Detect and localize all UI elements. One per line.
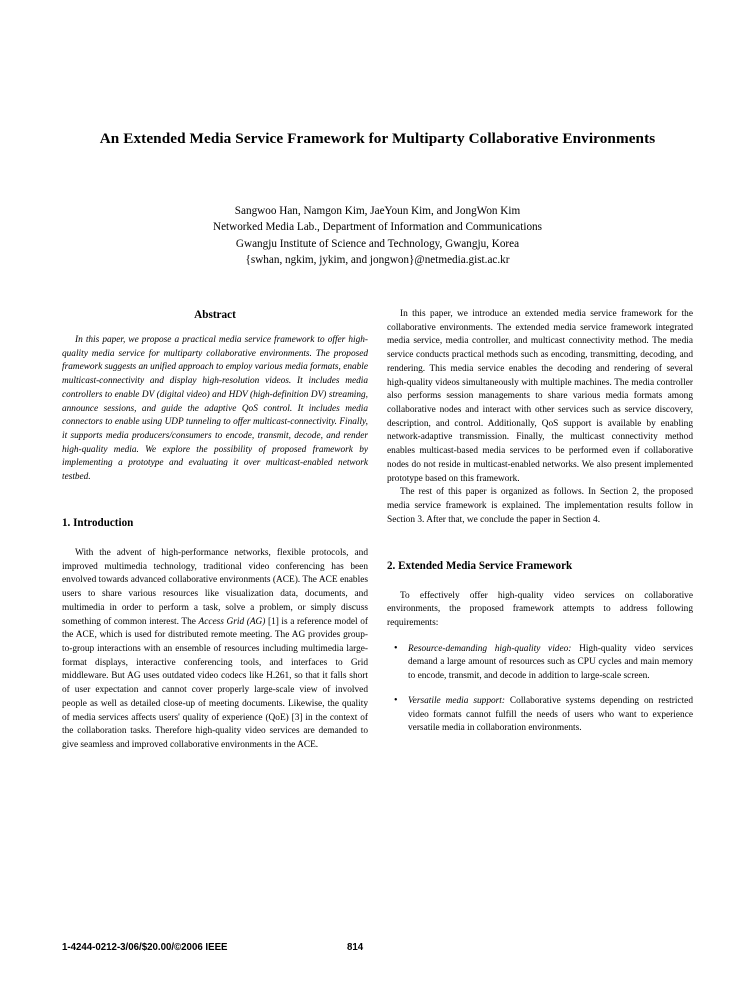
requirement-text: High-quality video services demand a large amount of resources such as CPU cycles and main memory to encode, transmit, and decode in addition to large-scale screen. (408, 643, 693, 682)
abstract-body: In this paper, we propose a practical media service framework to offer high-quality media service for multiparty collaborative environments. The proposed framework suggests an unified approach to employ various media formats, enable multicast-connectivity and display high-resolution videos. It includes media controllers to enable DV (digital video) and HDV (high-definition DV) streaming, announce sessions, and guide the adaptive QoS control. It includes media connectors to enable using UDP tunneling to offer multicast-connectivity. Finally, it supports media producers/consumers to encode, transmit, decode, and render high-quality media. We explore the possibility of proposed framework by implementing a prototype and evaluating it over multicast-enabled network testbed. (62, 335, 368, 483)
spacer (62, 485, 368, 516)
author-affiliation-line-1: Networked Media Lab., Department of Information and Communications (212, 221, 542, 234)
requirement-text: Collaborative systems depending on restricted video formats cannot fulfill the needs of users who want to experience versatile media in collaboration environments. (408, 695, 694, 734)
column-left (62, 308, 368, 753)
title-block (62, 128, 693, 149)
section-heading-framework: 2. Extended Media Service Framework (387, 559, 573, 572)
spacer (62, 530, 368, 547)
author-block (62, 203, 693, 268)
intro-para1-italic-term: Access Grid (AG) (198, 616, 266, 627)
intro-para1-text-a: With the advent of high-performance networks, flexible protocols, and improved multimedia technology, traditional video conferencing has been envolved towards advanced collaborative environments (ACE). The ACE enables users to share various resources like visualization data, documents, and multimedia in order to perform a task, solve a problem, or simply discuss something of common interest. The (62, 547, 368, 627)
spacer (387, 528, 693, 559)
footer-page-number: 814 (347, 942, 364, 953)
requirements-list (387, 643, 693, 736)
section-heading-introduction: 1. Introduction (62, 516, 134, 529)
framework-intro-paragraph: To effectively offer high-quality video services on collaborative environments, the proposed framework attempts to address following requirements: (387, 590, 693, 628)
abstract-heading: Abstract (194, 309, 236, 321)
author-names: Sangwoo Han, Namgon Kim, JaeYoun Kim, and JongWon Kim (234, 205, 521, 217)
introduction-paragraph-3: The rest of this paper is organized as follows. In Section 2, the proposed media service framework is explained. The implementation results follow in Section 3. After that, we conclude the paper in Section 4. (387, 487, 693, 525)
list-item (387, 695, 693, 736)
author-affiliation-line-2: Gwangju Institute of Science and Technology, Gwangju, Korea (235, 237, 520, 250)
author-email: {swhan, ngkim, jykim, and jongwon}@netmedia.gist.ac.kr (245, 253, 510, 266)
introduction-paragraph-2: In this paper, we introduce an extended media service framework for the collaborative environments. The extended media service framework integrated media service, media controller, and multicast connectivity method. The media service conducts practical methods such as encoding, transmitting, decoding, and rendering. This media service enables the decoding and rendering of several high-quality videos simultaneously with multiple machines. The media controller also performs session managements to share various media formats among collaborative nodes and interact with other services such as service discovery, description, and control. Additionally, QoS support is available by enabling network-adaptive transmission. Finally, the multicast connectivity method enables multicast-based media services to be performed even if collaborative nodes do not reside in multicast-enabled networks. We also present implemented prototype based on this framework. (387, 309, 693, 484)
list-item (387, 643, 693, 684)
requirement-lead-in: Versatile media support: (408, 695, 506, 706)
spacer (387, 573, 693, 590)
footer-copyright: 1-4244-0212-3/06/$20.00/©2006 IEEE (62, 942, 228, 953)
intro-para1-text-b: [1] is a reference model of the ACE, which is used for distributed remote meeting. The AG provides group-to-group interactions with an ensemble of resources including multimedia large-format displays, interactive conferencing tools, and interfaces to Grid middleware. But AG uses outdated video codecs like H.261, so that it falls short of user expectation and cannot cover properly large-scale view of involved people as well as detailed close-up of meeting documents. Likewise, the quality of media services affects users' quality of experience (QoE) [3] in the context of the collaboration tasks. Therefore high-quality video services are demanded to give seamless and improved collaborative environments in the ACE. (62, 616, 368, 750)
requirement-lead-in: Resource-demanding high-quality video: (408, 643, 572, 654)
column-right (387, 308, 693, 747)
page-title: An Extended Media Service Framework for Multiparty Collaborative Environments (99, 130, 656, 147)
introduction-paragraph-1 (62, 547, 368, 753)
